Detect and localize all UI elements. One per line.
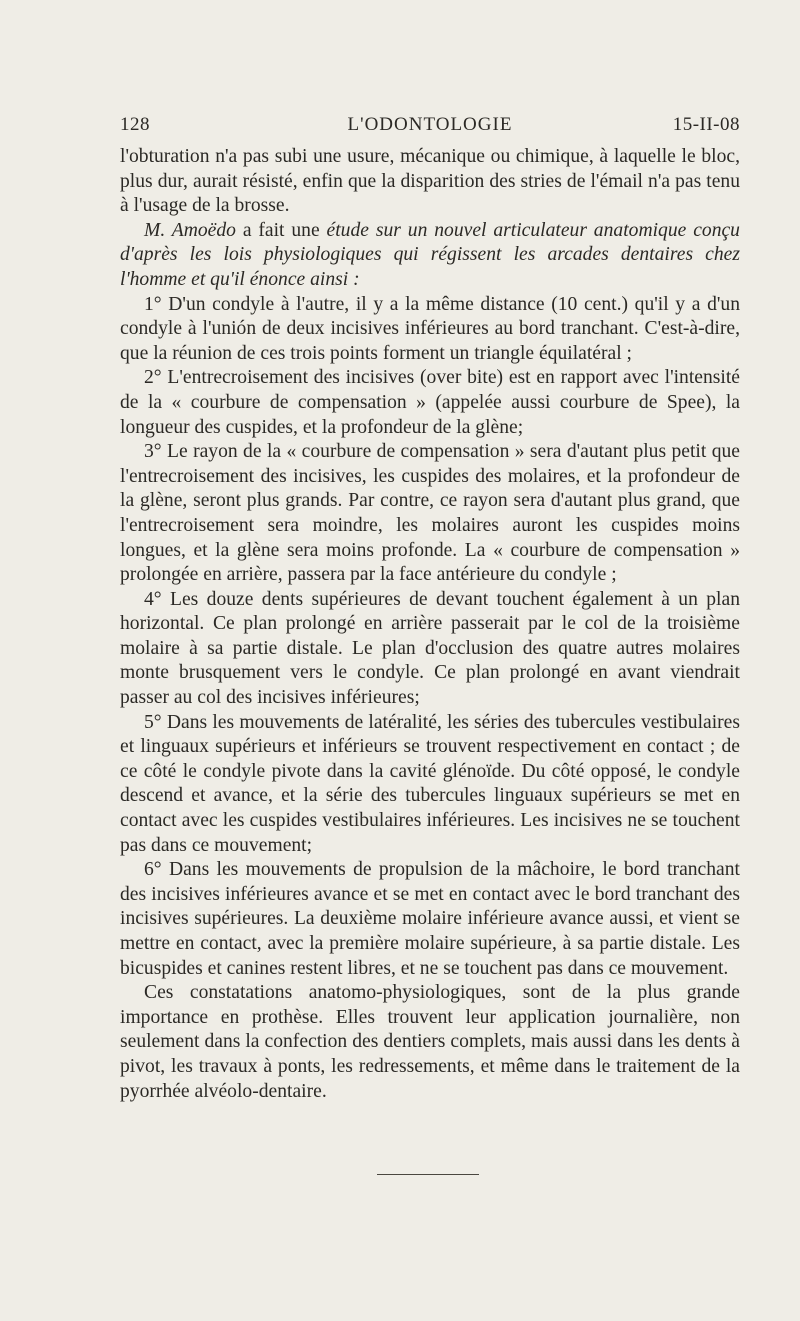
paragraph-point-2: 2° L'entrecroisement des incisives (over bite) est en rapport avec l'intensité de la « courbure de compensation » (appelée aussi courbure de Spee), la longueur des cuspides, et la profondeur de la glène; — [120, 367, 740, 438]
paragraph-point-3: 3° Le rayon de la « courbure de compensation » sera d'autant plus petit que l'entrecroisement des incisives, les cuspides des molaires, et la profondeur de la glène, seront plus grands. Par contre, ce rayon sera d'autant plus grand, que l'entrecroisement sera moindre, les molaires auront les cuspides moins longues, et la glène sera moins profonde. La « courbure de compensation » prolongée en arrière, passera par la face antérieure du condyle ; — [120, 441, 740, 586]
paragraph-point-1: 1° D'un condyle à l'autre, il y a la même distance (10 cent.) qu'il y a d'un condyle à l'unión de deux incisives inférieures au bord tranchant. C'est-à-dire, que la réunion de ces trois points forment un triangle équilatéral ; — [120, 293, 740, 364]
paragraph-point-4: 4° Les douze dents supérieures de devant touchent également à un plan horizontal. Ce plan prolongé en arrière passerait par le col de la troisième molaire à sa partie distale. Le plan d'occlusion des quatre autres molaires monte brusquement vers le condyle. Ce plan prolongé en avant viendrait passer au col des incisives inférieures; — [120, 588, 740, 709]
running-title: L'ODONTOLOGIE — [347, 114, 513, 135]
section-end-rule — [377, 1174, 479, 1175]
paragraph-conclusion: Ces constatations anatomo-physiologiques, sont de la plus grande importance en prothèse. Elles trouvent leur application journalière, non seulement dans la confection des dentiers complets, mais aussi dans les dents à pivot, les travaux à ponts, les redressements, et même dans le traitement de la pyorrhée alvéolo-dentaire. — [120, 982, 740, 1102]
paragraph-point-6: 6° Dans les mouvements de propulsion de la mâchoire, le bord tranchant des incisives inférieures avance et se met en contact avec le bord tranchant des incisives supérieures. La deuxième molaire inférieure avance aussi, et vient se mettre en contact, avec la première molaire supérieure, à sa partie distale. Les bicuspides et canines restent libres, et ne se touchent pas dans ce mouvement. — [120, 859, 740, 979]
study-title: étude sur un nouvel articulateur anatomique conçu d'après les lois physiologiques qui régissent les arcades dentaires chez l'homme et qu'il énonce ainsi : — [120, 219, 740, 290]
issue-date: 15-II-08 — [672, 114, 740, 135]
paragraph-continuation: l'obturation n'a pas subi une usure, mécanique ou chimique, à laquelle le bloc, plus dur, aurait résisté, enfin que la disparition des stries de l'émail n'a pas tenu à l'usage de la brosse. — [120, 146, 740, 217]
intro-connector: a fait une — [235, 219, 327, 241]
body-text — [120, 145, 740, 1104]
author-name: M. Amoëdo — [144, 219, 236, 241]
paragraph-intro — [120, 219, 740, 293]
paragraph-point-5: 5° Dans les mouvements de latéralité, les séries des tubercules vestibulaires et linguaux supérieurs et inférieurs se trouvent respectivement en contact ; de ce côté le condyle pivote dans la cavité glénoïde. Du côté opposé, le condyle descend et avance, et la série des tubercules linguaux supérieurs se met en contact avec les cuspides vestibulaires inférieures. Les incisives ne se touchent pas dans ce mouvement; — [120, 711, 740, 856]
page-header — [120, 114, 740, 138]
page-number: 128 — [120, 114, 150, 135]
